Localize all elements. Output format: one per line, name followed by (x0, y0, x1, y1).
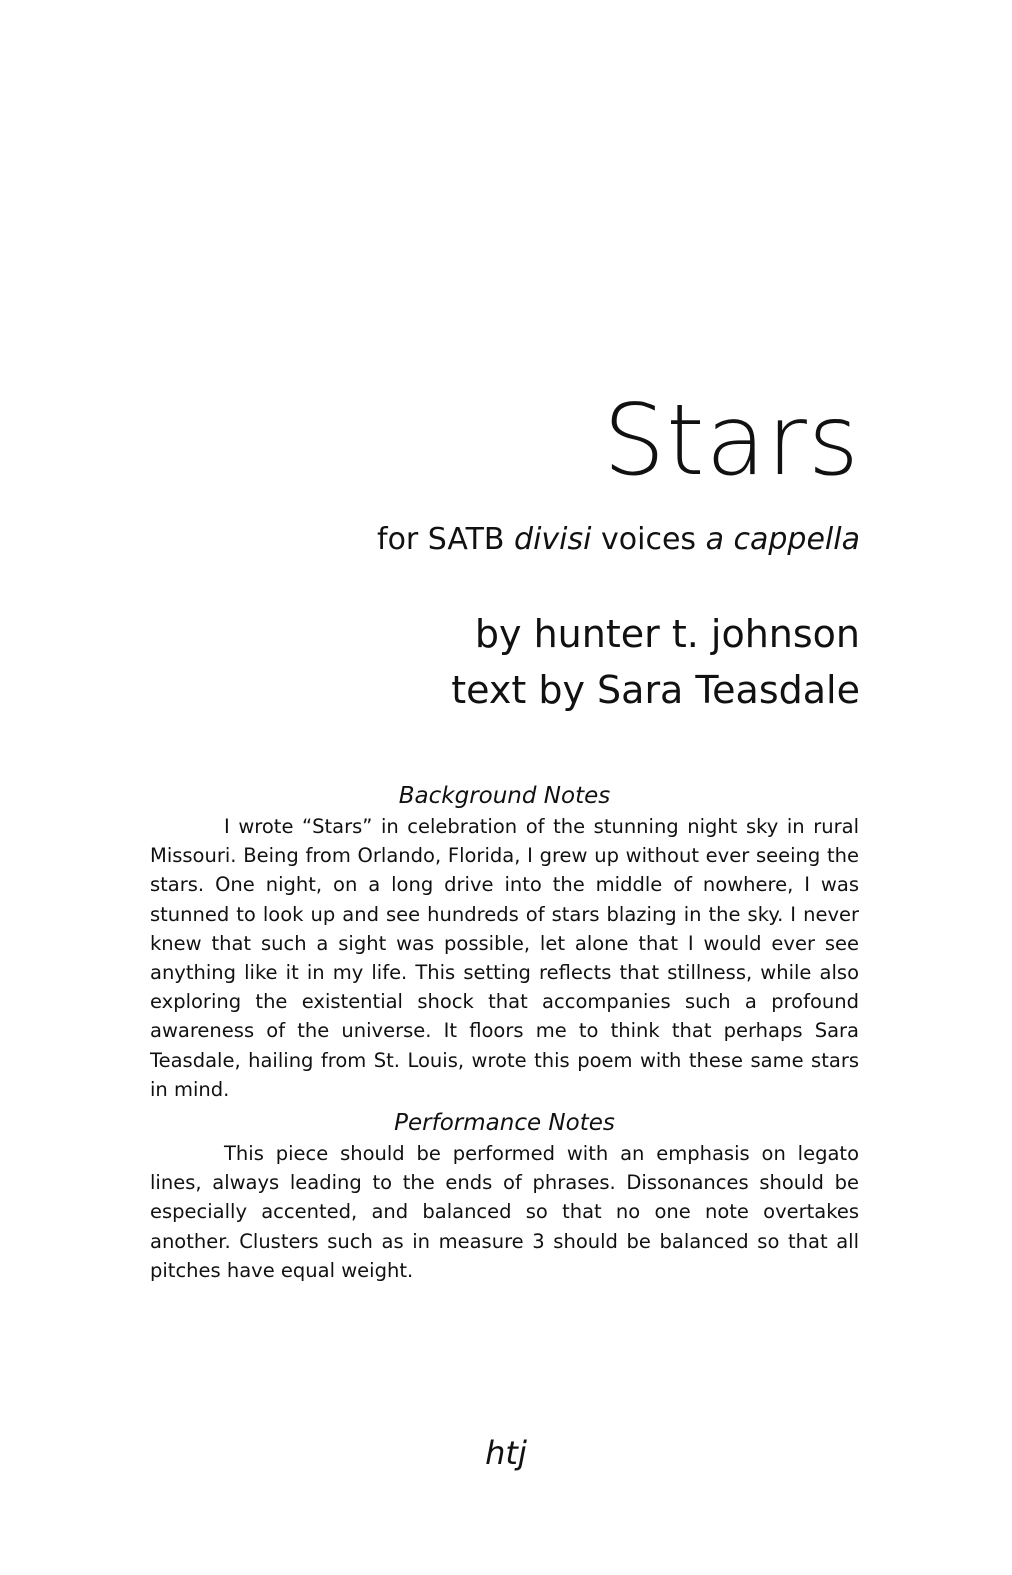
subtitle (377, 522, 860, 558)
composer-credit: by hunter t. johnson (474, 612, 860, 656)
background-notes-heading: Background Notes (398, 783, 611, 809)
subtitle-voicing: for SATB (377, 522, 515, 557)
performance-notes-section (150, 1107, 859, 1285)
text-credit: text by Sara Teasdale (451, 668, 860, 712)
footer-initials: htj (485, 1434, 527, 1472)
performance-notes-body: This piece should be performed with an emphasis on legato lines, always leading to the ends of phrases. Dissonances should be especially accented, and balanced so that no one note overtakes another. Clusters such as in measure 3 should be balanced so that all pitches have equal weight. (150, 1142, 859, 1282)
byline (451, 606, 860, 718)
background-notes-body: I wrote “Stars” in celebration of the stunning night sky in rural Missouri. Being from Orlando, Florida, I grew up without ever seeing the stars. One night, on a long drive into the middle of nowhere, I was stunned to look up and see hundreds of stars blazing in the sky. I never knew that such a sight was possible, let alone that I would ever see anything like it in my life. This setting reflects that stillness, while also exploring the existential shock that accompanies such a profound awareness of the universe. It floors me to think that perhaps Sara Teasdale, hailing from St. Louis, wrote this poem with these same stars in mind. (150, 815, 859, 1101)
subtitle-voices: voices (591, 522, 706, 557)
subtitle-a-cappella: a cappella (705, 522, 860, 557)
subtitle-divisi: divisi (514, 522, 592, 557)
background-notes-section (150, 780, 859, 1104)
page-title: Stars (602, 384, 860, 498)
performance-notes-heading: Performance Notes (394, 1110, 615, 1136)
